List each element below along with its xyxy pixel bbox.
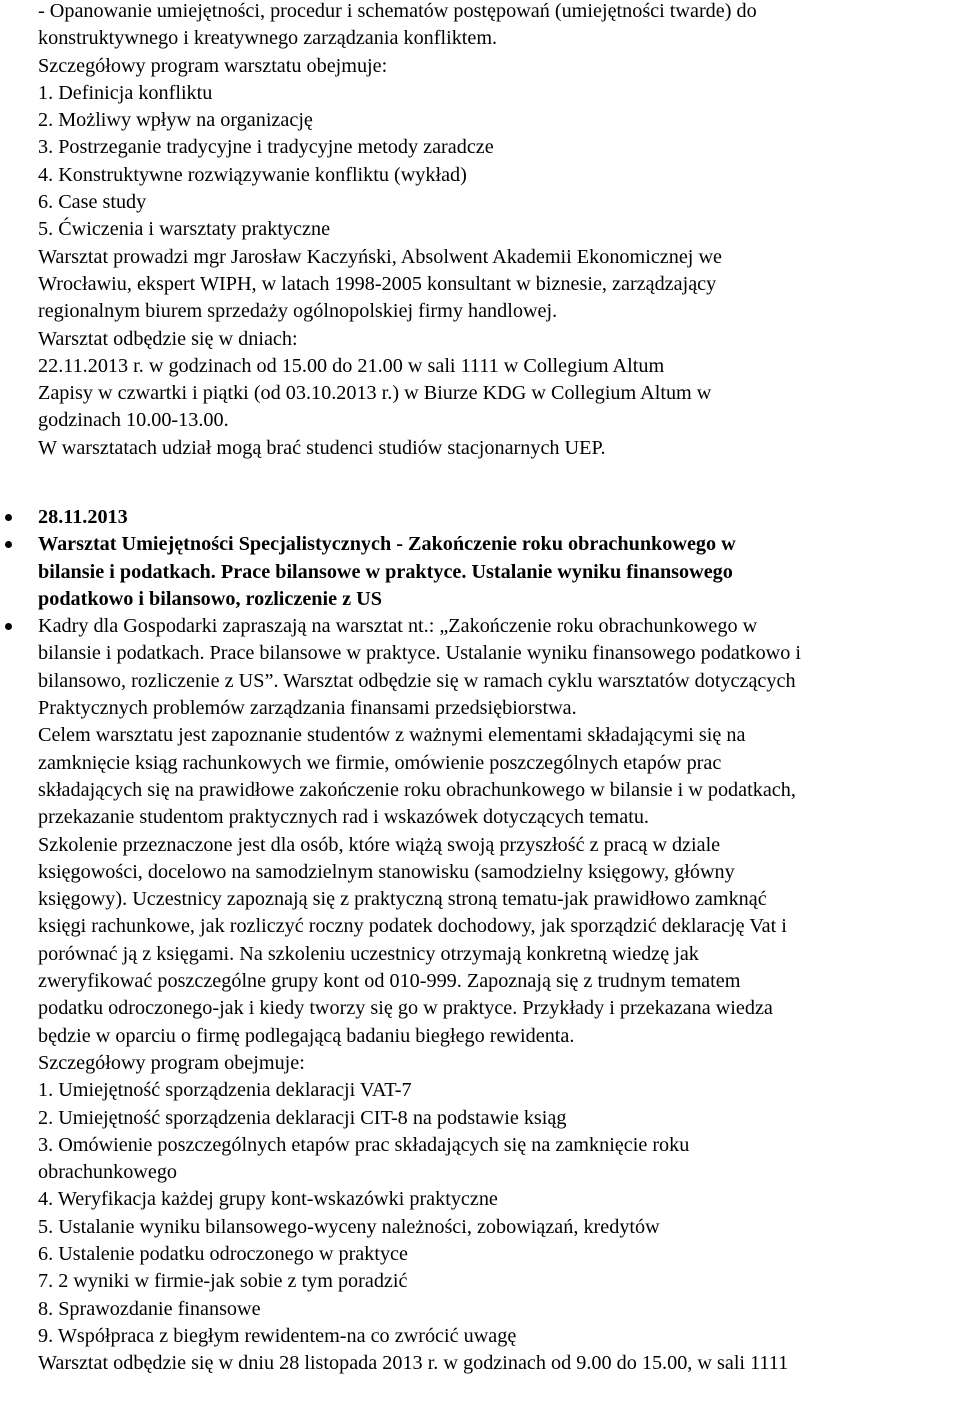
bullet-icon [5,514,12,521]
text-line: Zapisy w czwartki i piątki (od 03.10.2013 r.) w Biurze KDG w Collegium Altum w [38,382,712,405]
program-item: 3. Postrzeganie tradycyjne i tradycyjne metody zaradcze [38,136,494,159]
program-item: 9. Współpraca z biegłym rewidentem-na co zwrócić uwagę [38,1324,517,1347]
text-line: W warsztatach udział mogą brać studenci studiów stacjonarnych UEP. [38,436,606,459]
program-heading: Szczegółowy program obejmuje: [38,1051,305,1074]
program-item: 3. Omówienie poszczególnych etapów prac składających się na zamknięcie roku [38,1133,690,1156]
text-line: bilansie i podatkach. Prace bilansowe w praktyce. Ustalanie wyniku finansowego podatkowo i [38,642,801,665]
bullet-date [0,504,960,531]
text-line: Celem warsztatu jest zapoznanie studentów z ważnymi elementami składającymi się na [38,724,746,747]
text-line: regionalnym biurem sprzedaży ogólnopolskiej firmy handlowej. [38,300,558,323]
bullet-icon [5,541,12,548]
workshop-date: 28.11.2013 [38,506,128,528]
text-line: Wrocławiu, ekspert WIPH, w latach 1998-2005 konsultant w biznesie, zarządzający [38,272,717,295]
program-item: 8. Sprawozdanie finansowe [38,1297,261,1320]
program-item: 6. Case study [38,191,147,214]
text-line: księgowości, docelowo na samodzielnym stanowisku (samodzielny księgowy, główny [38,860,735,883]
program-item: 2. Umiejętność sporządzenia deklaracji CIT-8 na podstawie ksiąg [38,1106,567,1129]
text-line: podatku odroczonego-jak i kiedy tworzy się go w praktyce. Przykłady i przekazana wiedza [38,997,773,1020]
text-line: księgi rachunkowe, jak rozliczyć roczny podatek dochodowy, jak sporządzić deklarację Vat i [38,915,787,938]
text-line: zweryfikować poszczególne grupy kont od 010-999. Zapoznają się z trudnym tematem [38,970,741,993]
text-line: składających się na prawidłowe zakończenie roku obrachunkowego w bilansie i w podatkach, [38,778,796,801]
text-line: Warsztat prowadzi mgr Jarosław Kaczyński, Absolwent Akademii Ekonomicznej we [38,245,722,268]
text-line: Warsztat odbędzie się w dniach: [38,327,298,350]
text-line: przekazanie studentom praktycznych rad i wskazówek dotyczących tematu. [38,806,649,829]
text-line: Kadry dla Gospodarki zapraszają na warsztat nt.: „Zakończenie roku obrachunkowego w [38,615,758,638]
program-item: 4. Weryfikacja każdej grupy kont-wskazówki praktyczne [38,1188,498,1211]
program-item: 7. 2 wyniki w firmie-jak sobie z tym poradzić [38,1270,408,1293]
text-line: księgowy). Uczestnicy zapoznają się z praktyczną stroną tematu-jak prawidłowo zamknąć [38,888,767,911]
text-line: godzinach 10.00-13.00. [38,409,229,432]
workshop-description-section [38,0,954,462]
program-heading: Szczegółowy program warsztatu obejmuje: [38,54,388,77]
text-line: konstruktywnego i kreatywnego zarządzania konfliktem. [38,27,498,50]
program-item: 4. Konstruktywne rozwiązywanie konfliktu (wykład) [38,163,467,186]
text-line: Praktycznych problemów zarządzania finansami przedsiębiorstwa. [38,697,577,720]
text-line: Szkolenie przeznaczone jest dla osób, które wiążą swoją przyszłość z pracą w dziale [38,833,721,856]
text-line: zamknięcie ksiąg rachunkowych we firmie, omówienie poszczególnych etapów prac [38,751,722,774]
text-line: 22.11.2013 r. w godzinach od 15.00 do 21.00 w sali 1111 w Collegium Altum [38,354,665,377]
text-line: bilansowo, rozliczenie z US”. Warsztat odbędzie się w ramach cyklu warsztatów dotyczących [38,669,796,692]
bullet-body [0,613,960,1377]
program-item: 1. Definicja konfliktu [38,81,213,104]
program-item: 6. Ustalenie podatku odroczonego w praktyce [38,1243,408,1266]
text-line: Warsztat odbędzie się w dniu 28 listopada 2013 r. w godzinach od 9.00 do 15.00, w sali 1111 [38,1352,789,1375]
bullet-title [0,531,960,613]
program-item: obrachunkowego [38,1161,178,1184]
program-item: 2. Możliwy wpływ na organizację [38,109,313,132]
text-line: - Opanowanie umiejętności, procedur i schematów postępowań (umiejętności twarde) do [38,0,757,22]
text-line: porównać ją z księgami. Na szkoleniu uczestnicy otrzymają konkretną wiedzę jak [38,942,699,965]
program-item: 5. Ustalanie wyniku bilansowego-wyceny należności, zobowiązań, kredytów [38,1215,660,1238]
text-line: będzie w oparciu o firmę podlegającą badaniu biegłego rewidenta. [38,1024,575,1047]
workshop-28-11-section [0,504,960,1378]
workshop-title-line: podatkowo i bilansowo, rozliczenie z US [38,587,382,610]
program-item: 5. Ćwiczenia i warsztaty praktyczne [38,218,331,241]
program-item: 1. Umiejętność sporządzenia deklaracji VAT-7 [38,1079,412,1102]
workshop-title-line: bilansie i podatkach. Prace bilansowe w praktyce. Ustalanie wyniku finansowego [38,560,733,583]
bullet-icon [5,623,12,630]
workshop-title-line: Warsztat Umiejętności Specjalistycznych - Zakończenie roku obrachunkowego w [38,533,736,556]
